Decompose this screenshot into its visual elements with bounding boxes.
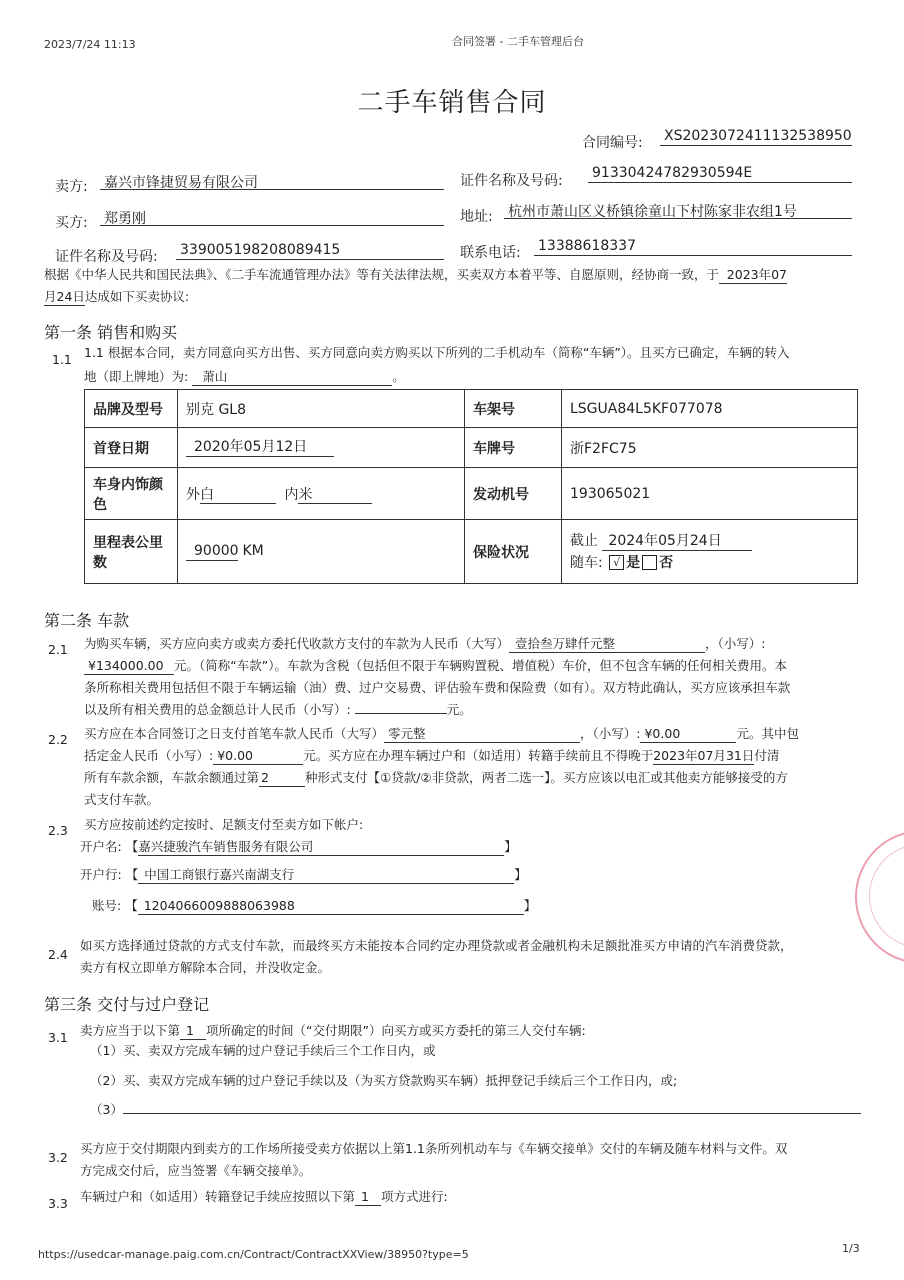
seller-id-label: 证件名称及号码: [460, 173, 563, 189]
first-reg-cell [178, 428, 465, 468]
engine-label: 发动机号 [465, 468, 562, 520]
address-label: 地址: [460, 209, 493, 225]
intro-text-2: 达成如下买卖协议: [84, 289, 190, 304]
contract-no-label: 合同编号: [582, 135, 643, 151]
ins-until-label: 截止 [570, 532, 598, 549]
account-no-row [92, 895, 536, 917]
mileage-unit: KM [242, 543, 264, 559]
option-1: （1）买、卖双方完成车辆的过户登记手续后三个工作日内，或 [90, 1043, 436, 1058]
account-name: 嘉兴捷骏汽车销售服务有限公司 [138, 839, 504, 856]
plate-label: 车牌号 [465, 428, 562, 468]
payment-deadline: 2023年07月31日 [653, 748, 755, 763]
p22-a: 买方应在本合同签订之日支付首笔车款人民币（大写） [84, 726, 385, 741]
account-name-label: 开户名: [80, 839, 122, 854]
account-no: 1204066009888063988 [138, 898, 524, 915]
intro-date-b: 月24日 [44, 289, 85, 304]
p22-h: 种形式支付【①贷款/②非贷款，两者二选一】。买方应该以电汇或其他卖方能够接受的方 [305, 770, 788, 785]
clause-2-2-line-2 [84, 745, 779, 767]
clause-2-2-line-1 [84, 723, 799, 745]
plate-value: 浙F2FC75 [562, 428, 858, 468]
clause-2-3-text: 买方应按前述约定按时、足额支付至卖方如下帐户: [84, 817, 364, 832]
p21-c: 元。（简称“车款”）。车款为含税（包括但不限于车辆购置税、增值税）车价，但不包含车辆的任何相关费用。本 [174, 658, 787, 673]
vin-label: 车架号 [465, 390, 562, 428]
page-number: 1/3 [842, 1242, 860, 1255]
price-amount: ¥134000.00 [84, 658, 174, 675]
clause-1-1-line-1: 1.1 根据本合同，卖方同意向买方出售、买方同意向卖方购买以下所列的二手机动车（简称“车辆”）。且买方已确定，车辆的转入 [84, 345, 790, 360]
buyer-address: 杭州市萧山区义桥镇徐童山下村陈家非农组1号 [504, 201, 852, 219]
interior-label: 内 [284, 486, 299, 503]
clause-2-4-number: 2.4 [48, 947, 68, 962]
clause-3-3-line [80, 1186, 448, 1208]
clause-1-1-line-2 [84, 366, 405, 388]
intro-line-1 [44, 264, 787, 286]
buyer-phone: 13388618337 [534, 238, 852, 256]
article-3-heading: 第三条 交付与过户登记 [44, 995, 210, 1014]
period: 。 [392, 369, 405, 384]
mileage-value: 90000 [186, 542, 238, 561]
mileage-label-b: 数 [93, 554, 107, 571]
clause-2-3-number: 2.3 [48, 823, 68, 838]
price-in-words: 壹拾叁万肆仟元整 [509, 636, 705, 653]
total-amount-blank [355, 713, 447, 714]
p22-f: 付清 [754, 748, 780, 763]
clause-3-1-number: 3.1 [48, 1030, 68, 1045]
clause-2-4-line-1: 如买方选择通过贷款的方式支付车款，而最终买方未能按本合同约定办理贷款或者金融机构未足额批准买方申请的汽车消费贷款， [80, 938, 793, 953]
page-url: https://usedcar-manage.paig.com.cn/Contract/ContractXXView/38950?type=5 [38, 1248, 469, 1261]
mileage-cell [178, 520, 465, 584]
clause-3-2-line-1: 买方应于交付期限内到卖方的工作场所接受卖方依据以上第1.1条所列机动车与《车辆交接单》交付的车辆及随车材料与文件。双 [80, 1141, 788, 1156]
article-2-heading: 第二条 车款 [44, 611, 130, 630]
vehicle-table [84, 389, 858, 584]
p21-f: 元。 [446, 702, 472, 717]
brand-label: 品牌及型号 [85, 390, 178, 428]
p31-b: 项所确定的时间（“交付期限”）向买方或买方委托的第三人交付车辆: [206, 1023, 586, 1038]
clause-2-1-line-1 [84, 633, 765, 655]
p22-b: ，（小写）: [580, 726, 641, 741]
clause-1-1-number: 1.1 [52, 352, 72, 367]
intro-date-a: 2023年07 [719, 267, 787, 284]
clause-2-2-line-4: 式支付车款。 [84, 792, 160, 807]
option-3-blank [123, 1113, 861, 1114]
browser-page-title: 合同签署 - 二手车管理后台 [452, 35, 584, 48]
first-payment-amount: ¥0.00 [640, 726, 736, 743]
clause-2-1-line-4 [84, 699, 472, 721]
buyer-label: 买方: [55, 215, 88, 231]
color-label-a: 车身内饰颜 [93, 476, 163, 493]
insurance-label: 保险状况 [465, 520, 562, 584]
buyer-name: 郑勇刚 [100, 208, 444, 226]
reg-place: 萧山 [192, 369, 392, 386]
bracket-left: 【 [125, 867, 139, 882]
clause-2-2-number: 2.2 [48, 732, 68, 747]
first-reg-label: 首登日期 [85, 428, 178, 468]
clause-2-1-line-2 [84, 655, 787, 677]
article-1-heading: 第一条 销售和购买 [44, 323, 178, 342]
insurance-cell [562, 520, 858, 584]
contract-title: 二手车销售合同 [357, 88, 547, 118]
no-label: 否 [659, 554, 674, 571]
p33-a: 车辆过户和（如适用）转籍登记手续应按照以下第 [80, 1189, 356, 1204]
seller-name: 嘉兴市锋捷贸易有限公司 [100, 172, 444, 190]
bracket-left: 【 [125, 898, 138, 913]
company-seal [855, 830, 904, 964]
phone-label: 联系电话: [460, 245, 521, 261]
ins-until: 2024年05月24日 [602, 532, 752, 551]
bracket-right: 】 [504, 839, 517, 854]
bracket-left: 【 [125, 839, 139, 854]
bracket-right: 】 [523, 898, 537, 913]
yes-label: 是 [626, 554, 641, 571]
transfer-item: 1 [355, 1189, 381, 1206]
p33-b: 项方式进行: [381, 1189, 448, 1204]
clause-2-1-number: 2.1 [48, 642, 68, 657]
clause-3-1-line-1 [80, 1020, 586, 1042]
bank-label: 开户行: [80, 867, 122, 882]
bracket-right: 】 [514, 867, 527, 882]
interior-color: 米 [298, 487, 372, 504]
intro-line-2 [44, 286, 189, 308]
company-seal-inner-ring [869, 844, 904, 948]
option-3 [90, 1099, 861, 1121]
account-no-label: 账号: [92, 898, 122, 913]
brand-value: 别克 GL8 [178, 390, 465, 428]
p21-e: 以及所有相关费用的总金额总计人民币（小写）: [84, 702, 351, 717]
color-cell [178, 468, 465, 520]
ins-with-car-label: 随车: [570, 554, 603, 571]
color-label-b: 色 [93, 496, 107, 513]
p31-a: 卖方应当于以下第 [80, 1023, 181, 1038]
mileage-label-a: 里程表公里 [93, 534, 163, 551]
option-2: （2）买、卖双方完成车辆的过户登记手续以及（为买方贷款购买车辆）抵押登记手续后三个工作日内，或; [90, 1073, 678, 1088]
p21-b: ，（小写）: [705, 636, 766, 651]
clause-3-2-line-2: 方完成交付后，应当签署《车辆交接单》。 [80, 1163, 312, 1178]
intro-text: 根据《中华人民共和国民法典》、《二手车流通管理办法》等有关法律法规，买卖双方本着平等、自愿原则，经协商一致，于 [44, 267, 720, 282]
reg-place-label: 地（即上牌地）为: [84, 369, 189, 384]
delivery-item: 1 [180, 1023, 206, 1040]
clause-3-2-number: 3.2 [48, 1150, 68, 1165]
p22-d: 括定金人民币（小写）: [84, 748, 214, 763]
first-payment-words: 零元整 [384, 726, 580, 743]
option-3-label: （3） [90, 1102, 123, 1117]
exterior-color: 白 [200, 487, 276, 504]
print-datetime: 2023/7/24 11:13 [44, 38, 136, 51]
clause-2-2-line-3 [84, 767, 788, 789]
color-label [85, 468, 178, 520]
clause-2-1-line-3: 条所称相关费用包括但不限于车辆运输（油）费、过户交易费、评估验车费和保险费（如有）。双方特此确认，买方应该承担车款 [84, 680, 791, 695]
p21-a: 为购买车辆，买方应向卖方或卖方委托代收款方支付的车款为人民币（大写） [84, 636, 510, 651]
payment-method: 2 [259, 770, 305, 787]
deposit-amount: ¥0.00 [213, 748, 303, 765]
first-reg-value: 2020年05月12日 [186, 438, 334, 457]
clause-2-4-line-2: 卖方有权立即单方解除本合同，并没收定金。 [80, 960, 331, 975]
seller-id: 91330424782930594E [588, 165, 852, 183]
vin-value: LSGUA84L5KF077078 [562, 390, 858, 428]
no-checkbox[interactable] [642, 555, 657, 570]
buyer-id-label: 证件名称及号码: [55, 249, 158, 265]
bank-row [80, 864, 527, 886]
p22-e: 元。买方应在办理车辆过户和（如适用）转籍手续前且不得晚于 [303, 748, 654, 763]
bank-name: 中国工商银行嘉兴南湖支行 [138, 867, 514, 884]
seller-label: 卖方: [55, 179, 88, 195]
buyer-id: 339005198208089415 [176, 242, 444, 260]
engine-value: 193065021 [562, 468, 858, 520]
mileage-label [85, 520, 178, 584]
account-name-row [80, 836, 517, 858]
exterior-label: 外 [186, 486, 200, 503]
p22-g: 所有车款余额，车款余额通过第 [84, 770, 260, 785]
p22-c: 元。其中包 [736, 726, 799, 741]
clause-3-3-number: 3.3 [48, 1196, 68, 1211]
yes-checkbox[interactable]: √ [609, 555, 624, 570]
contract-no: XS2023072411132538950 [660, 128, 852, 146]
